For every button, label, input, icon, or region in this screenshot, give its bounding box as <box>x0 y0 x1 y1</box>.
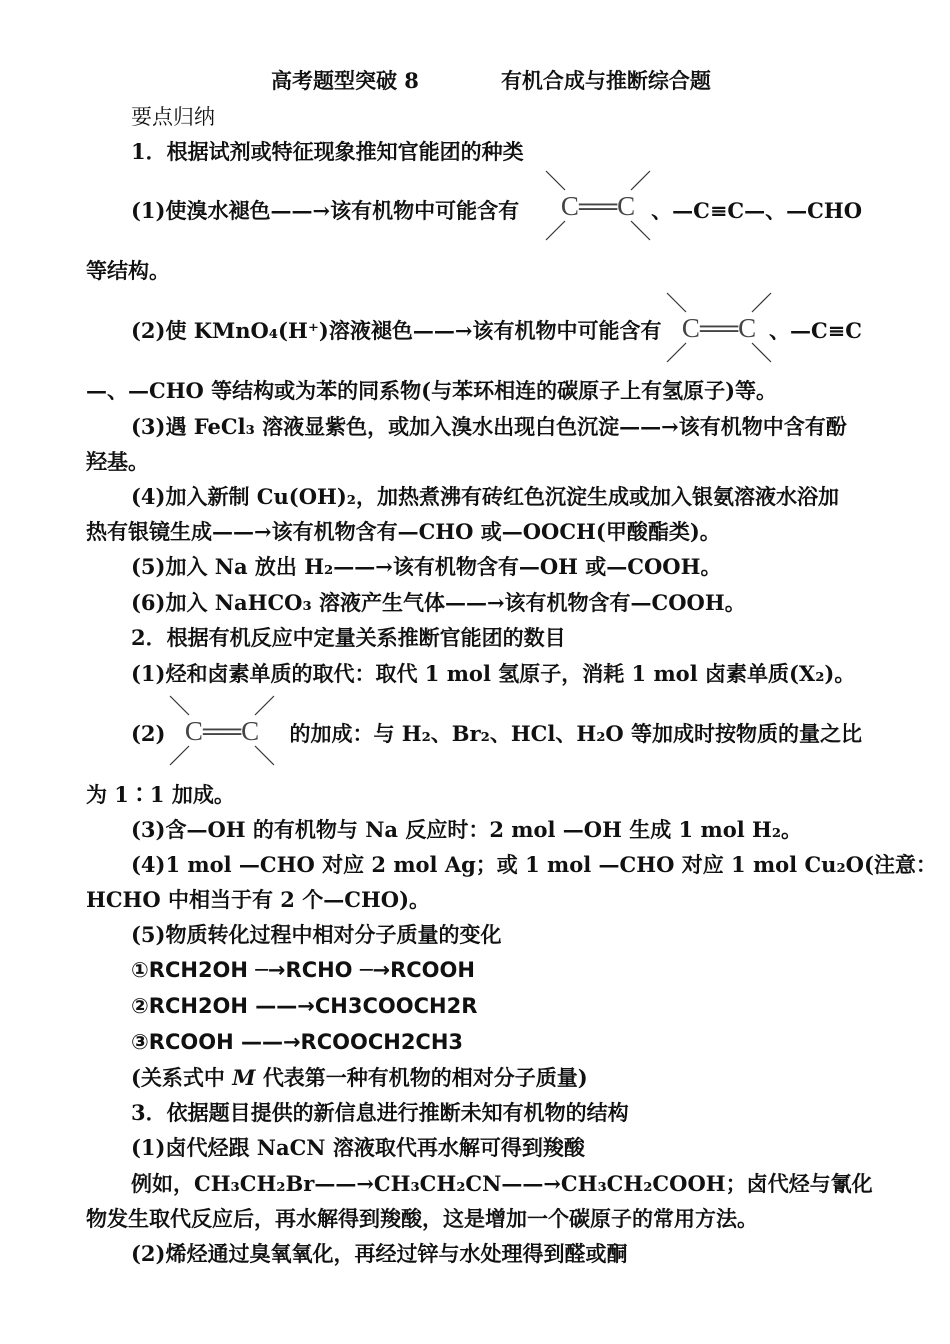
s1-p4-line2: 热有银镜生成——→该有机物含有—CHO 或—OOCH(甲酸酯类)。 <box>86 519 721 544</box>
s1-p5: (5)加入 Na 放出 H₂——→该有机物含有—OH 或—COOH。 <box>131 554 722 579</box>
s2-p4-line1: (4)1 mol —CHO 对应 2 mol Ag；或 1 mol —CHO 对应 1 mol Cu₂O(注意： <box>131 852 937 877</box>
equation-3: ③RCOOH ——→RCOOCH2CH3 <box>131 1030 464 1054</box>
s1-p6: (6)加入 NaHCO₃ 溶液产生气体——→该有机物含有—COOH。 <box>131 590 746 615</box>
alkene-label: C══C <box>184 716 260 746</box>
s2-p2-line2: 为 1∶1 加成。 <box>86 782 235 807</box>
s1-p3-line1: (3)遇 FeCl₃ 溶液显紫色，或加入溴水出现白色沉淀——→该有机物中含有酚 <box>131 414 847 439</box>
page-title: 高考题型突破 8 有机合成与推断综合题 <box>271 68 711 93</box>
s1-p2-line2: —、—CHO 等结构或为苯的同系物(与苯环相连的碳原子上有氢原子)等。 <box>86 378 778 403</box>
s3-p2: (2)烯烃通过臭氧氧化，再经过锌与水处理得到醛或酮 <box>131 1241 628 1266</box>
s2-p3: (3)含—OH 的有机物与 Na 反应时：2 mol —OH 生成 1 mol H₂。 <box>131 817 803 842</box>
alkene-structure-1 <box>543 168 653 243</box>
alkene-label: C══C <box>560 191 636 221</box>
equation-2: ②RCH2OH ——→CH3COOCH2R <box>131 994 478 1018</box>
s2-p5: (5)物质转化过程中相对分子质量的变化 <box>131 922 502 947</box>
s1-p3-line2: 羟基。 <box>86 449 149 474</box>
s1-p1-line1-before: (1)使溴水褪色——→该有机物中可能含有 <box>131 198 520 223</box>
s2-note: (关系式中 M 代表第一种有机物的相对分子质量) <box>131 1065 588 1090</box>
s1-p4-line1: (4)加入新制 Cu(OH)₂，加热煮沸有砖红色沉淀生成或加入银氨溶液水浴加 <box>131 484 839 509</box>
alkene-label: C══C <box>681 313 757 343</box>
heading-2: 2．根据有机反应中定量关系推断官能团的数目 <box>131 625 566 650</box>
s2-p1: (1)烃和卤素单质的取代：取代 1 mol 氢原子，消耗 1 mol 卤素单质(X₂)。 <box>131 661 856 686</box>
s1-p1-line2: 等结构。 <box>86 258 170 283</box>
s1-p2-line1-after: 、—C≡C <box>768 318 862 343</box>
alkene-structure-2 <box>664 290 774 365</box>
alkene-structure-3 <box>167 693 277 768</box>
s2-p2-prefix: (2) <box>131 721 166 746</box>
s1-p1-line1-after: 、—C≡C—、—CHO <box>651 198 862 223</box>
s2-p4-line2: HCHO 中相当于有 2 个—CHO)。 <box>86 887 431 912</box>
heading-1: 1．根据试剂或特征现象推知官能团的种类 <box>131 139 524 164</box>
s1-p2-line1-before: (2)使 KMnO₄(H⁺)溶液褪色——→该有机物中可能含有 <box>131 318 662 343</box>
s3-p1: (1)卤代烃跟 NaCN 溶液取代再水解可得到羧酸 <box>131 1135 585 1160</box>
heading-3: 3．依据题目提供的新信息进行推断未知有机物的结构 <box>131 1100 629 1125</box>
s3-example-line2: 物发生取代反应后，再水解得到羧酸，这是增加一个碳原子的常用方法。 <box>86 1206 758 1231</box>
section-heading: 要点归纳 <box>131 105 215 129</box>
s3-example-line1: 例如，CH₃CH₂Br——→CH₃CH₂CN——→CH₃CH₂COOH；卤代烃与氰化 <box>131 1171 873 1196</box>
equation-1: ①RCH2OH ─→RCHO ─→RCOOH <box>131 958 475 982</box>
s2-p2-after: 的加成：与 H₂、Br₂、HCl、H₂O 等加成时按物质的量之比 <box>289 721 862 746</box>
